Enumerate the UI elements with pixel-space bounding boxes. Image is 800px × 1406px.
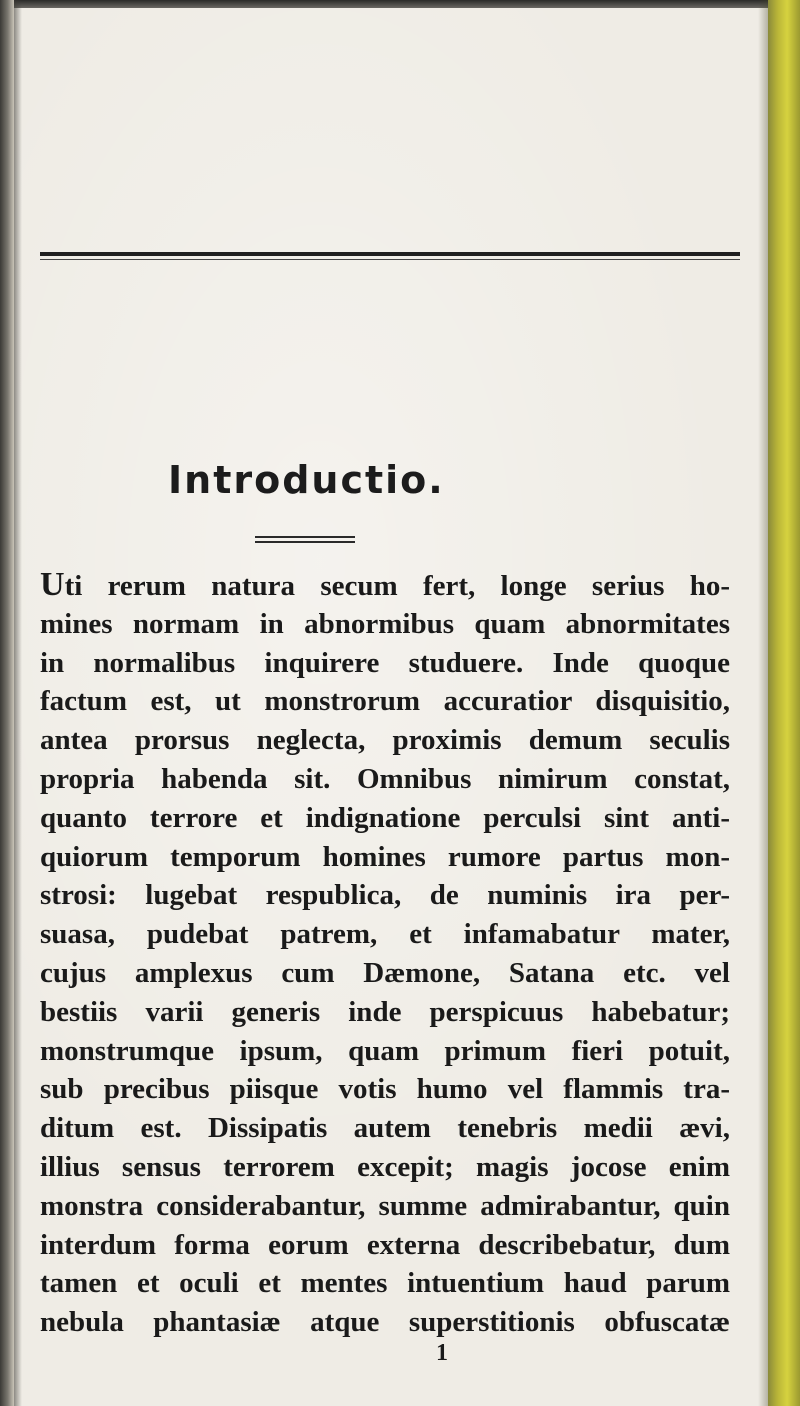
text-line: illius sensus terrorem excepit; magis jocose enim bbox=[40, 1150, 730, 1183]
text-line: propria habenda sit. Omnibus nimirum constat, bbox=[40, 762, 730, 795]
chapter-title: Introductio. bbox=[168, 458, 445, 502]
text-line: in normalibus inquirere studuere. Inde quoque bbox=[40, 646, 730, 679]
text-line: ditum est. Dissipatis autem tenebris medii ævi, bbox=[40, 1112, 730, 1145]
gutter-shadow bbox=[14, 0, 22, 1406]
text-line: quiorum temporum homines rumore partus mon- bbox=[40, 840, 730, 873]
text-line: mines normam in abnormibus quam abnormitates bbox=[40, 607, 730, 640]
text-line: bestiis varii generis inde perspicuus habebatur; bbox=[40, 995, 730, 1028]
text-line: tamen et oculi et mentes intuentium haud parum bbox=[40, 1267, 730, 1300]
header-rule-thin bbox=[40, 259, 740, 260]
text-line: interdum forma eorum externa describebatur, dum bbox=[40, 1228, 730, 1261]
text-line: monstra considerabantur, summe admirabantur, quin bbox=[40, 1189, 730, 1222]
title-ornament-rule bbox=[255, 536, 355, 546]
text-line: strosi: lugebat respublica, de numinis ira per- bbox=[40, 879, 730, 912]
header-rule bbox=[40, 252, 740, 256]
text-line: monstrumque ipsum, quam primum fieri potuit, bbox=[40, 1034, 730, 1067]
text-line bbox=[40, 566, 730, 605]
text-line: sub precibus piisque votis humo vel flammis tra- bbox=[40, 1073, 730, 1106]
page-number: 1 bbox=[436, 1340, 448, 1366]
text-line: nebula phantasiæ atque superstitionis obfuscatæ bbox=[40, 1306, 730, 1339]
text-line: suasa, pudebat patrem, et infamabatur mater, bbox=[40, 918, 730, 951]
ornament-rule-lower bbox=[255, 541, 355, 543]
text-line: quanto terrore et indignatione perculsi sint anti- bbox=[40, 801, 730, 834]
text-line-content: ti rerum natura secum fert, longe serius ho- bbox=[64, 570, 730, 602]
drop-cap: U bbox=[40, 566, 65, 603]
ornament-rule-upper bbox=[255, 536, 355, 538]
binding-gutter bbox=[0, 0, 14, 1406]
text-line: factum est, ut monstrorum accuratior disquisitio, bbox=[40, 685, 730, 718]
body-paragraph bbox=[40, 566, 730, 1342]
right-edge-shadow bbox=[758, 0, 768, 1406]
text-line: antea prorsus neglecta, proximis demum seculis bbox=[40, 724, 730, 757]
text-line: cujus amplexus cum Dæmone, Satana etc. vel bbox=[40, 956, 730, 989]
page-right-edge bbox=[768, 0, 800, 1406]
page-top-edge bbox=[0, 0, 800, 8]
